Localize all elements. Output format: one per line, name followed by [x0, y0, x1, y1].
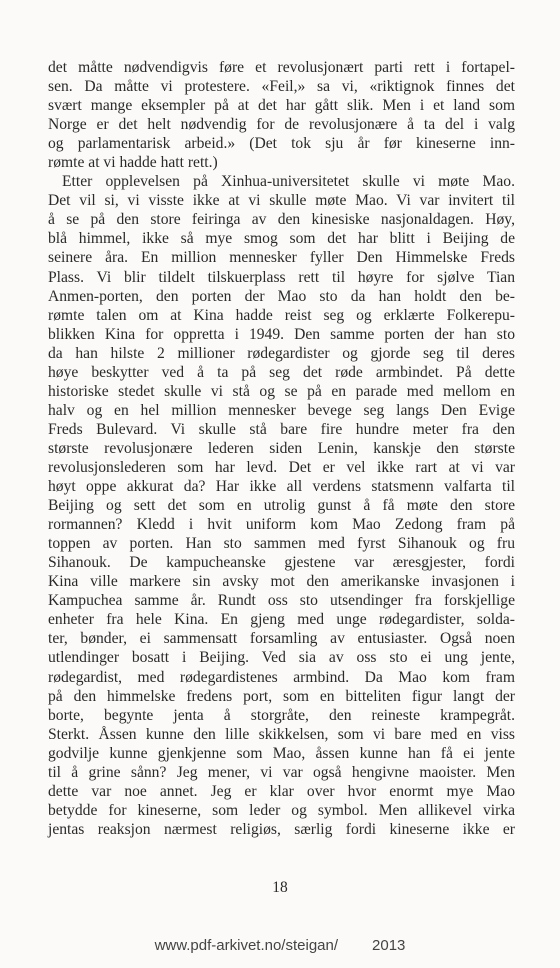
text-line: Norge er det helt nødvendig for de revolusjonære å ta del i valg	[48, 116, 515, 134]
text-line: høyt oppe akkurat da? Har ikke all verdens statsmenn valfarta til	[48, 478, 515, 496]
text-line: seinere åra. En million mennesker fyller Den Himmelske Freds	[48, 249, 515, 267]
text-line: halv og en hel million mennesker bevege seg langs Den Evige	[48, 401, 515, 419]
text-line: blikken Kina for oppretta i 1949. Den samme porten der han sto	[48, 325, 515, 343]
text-line: rormannen? Kledd i hvit uniform kom Mao Zedong fram på	[48, 516, 515, 534]
text-line: til å grine sånn? Jeg mener, vi var også hengivne maoister. Men	[48, 763, 515, 781]
text-line: toppen av porten. Han sto sammen med fyrst Sihanouk og fru	[48, 535, 515, 553]
text-line: Sihanouk. De kampucheanske gjestene var æresgjester, fordi	[48, 554, 515, 572]
text-line: dette var noe annet. Jeg er klar over hvor enormt mye Mao	[48, 782, 515, 800]
text-line: det måtte nødvendigvis føre et revolusjonært parti rett i fortapel-	[48, 59, 515, 76]
text-line: borte, begynte jenta å storgråte, den reineste krampegråt.	[48, 706, 515, 724]
text-line: å se på den store feiringa av den kinesiske nasjonaldagen. Høy,	[48, 211, 515, 229]
text-line: Det vil si, vi visste ikke at vi skulle møte Mao. Vi var invitert til	[48, 192, 515, 210]
text-line: enheter fra hele Kina. En gjeng med unge rødegardister, solda-	[48, 611, 515, 629]
text-line: høye beskytter ved å ta på seg det røde armbindet. På dette	[48, 363, 515, 381]
text-line: rømte at vi hadde hatt rett.)	[48, 154, 218, 172]
text-line: Freds Bulevard. Vi skulle stå bare fire hundre meter fra den	[48, 420, 515, 438]
text-line: Sterkt. Åssen kunne den lille skikkelsen, som vi bare med en viss	[48, 725, 515, 743]
text-line: største revolusjonære lederen siden Lenin, kanskje den største	[48, 439, 515, 457]
text-line: utlendinger bosatt i Beijing. Ved sia av oss sto ei ung jente,	[48, 649, 515, 667]
page-number: 18	[272, 879, 288, 896]
text-line: og parlamentarisk arbeid.» (Det tok sju år før kineserne inn-	[48, 135, 515, 153]
text-line: Anmen-porten, den porten der Mao sto da han holdt den be-	[48, 287, 515, 305]
text-line: sen. Da måtte vi protestere. «Feil,» sa vi, «riktignok finnes det	[48, 78, 515, 96]
text-line: revolusjonslederen som har levd. Det er vel ikke rart at vi var	[48, 458, 515, 476]
text-line: da han hilste 2 millioner rødegardister og gjorde seg til deres	[48, 344, 515, 362]
text-line: rødegardist, med rødegardistenes armbind. Da Mao kom fram	[48, 668, 515, 686]
text-line: på den himmelske fredens port, som en bitteliten figur langt der	[48, 687, 515, 705]
text-line: jentas reaksjon nærmest religiøs, særlig fordi kineserne ikke er	[48, 820, 515, 838]
text-line: ter, bønder, ei sammensatt forsamling av entusiaster. Også noen	[48, 630, 515, 648]
text-line: historiske stedet skulle vi stå og se på en parade med mellom en	[48, 382, 515, 400]
footer-url: www.pdf-arkivet.no/steigan/	[154, 937, 339, 954]
text-line: rømte talen om at Kina hadde reist seg og erklærte Folkerepu-	[48, 306, 515, 324]
footer-year: 2013	[372, 937, 406, 954]
text-line: godvilje kunne gjenkjenne som Mao, åssen kunne han få ei jente	[48, 744, 515, 762]
text-line: svært mange eksempler på at det har gått slik. Men i et land som	[48, 97, 515, 115]
text-line: blå himmel, ikke så mye smog som det har blitt i Beijing de	[48, 230, 515, 248]
text-line: Kampuchea samme år. Rundt oss sto utsendinger fra forskjellige	[48, 592, 515, 610]
text-line: Beijing og sett det som en utrolig gunst å få møte den store	[48, 497, 515, 515]
text-line: Etter opplevelsen på Xinhua-universitetet skulle vi møte Mao.	[62, 173, 515, 191]
text-line: Plass. Vi blir tildelt tilskuerplass rett til høyre for sjølve Tian	[48, 268, 515, 286]
text-line: betydde for kineserne, som leder og symbol. Men allikevel virka	[48, 801, 515, 819]
text-line: Kina ville markere sin avsky mot den amerikanske invasjonen i	[48, 573, 515, 591]
footer	[0, 937, 560, 954]
body-text	[48, 58, 515, 839]
